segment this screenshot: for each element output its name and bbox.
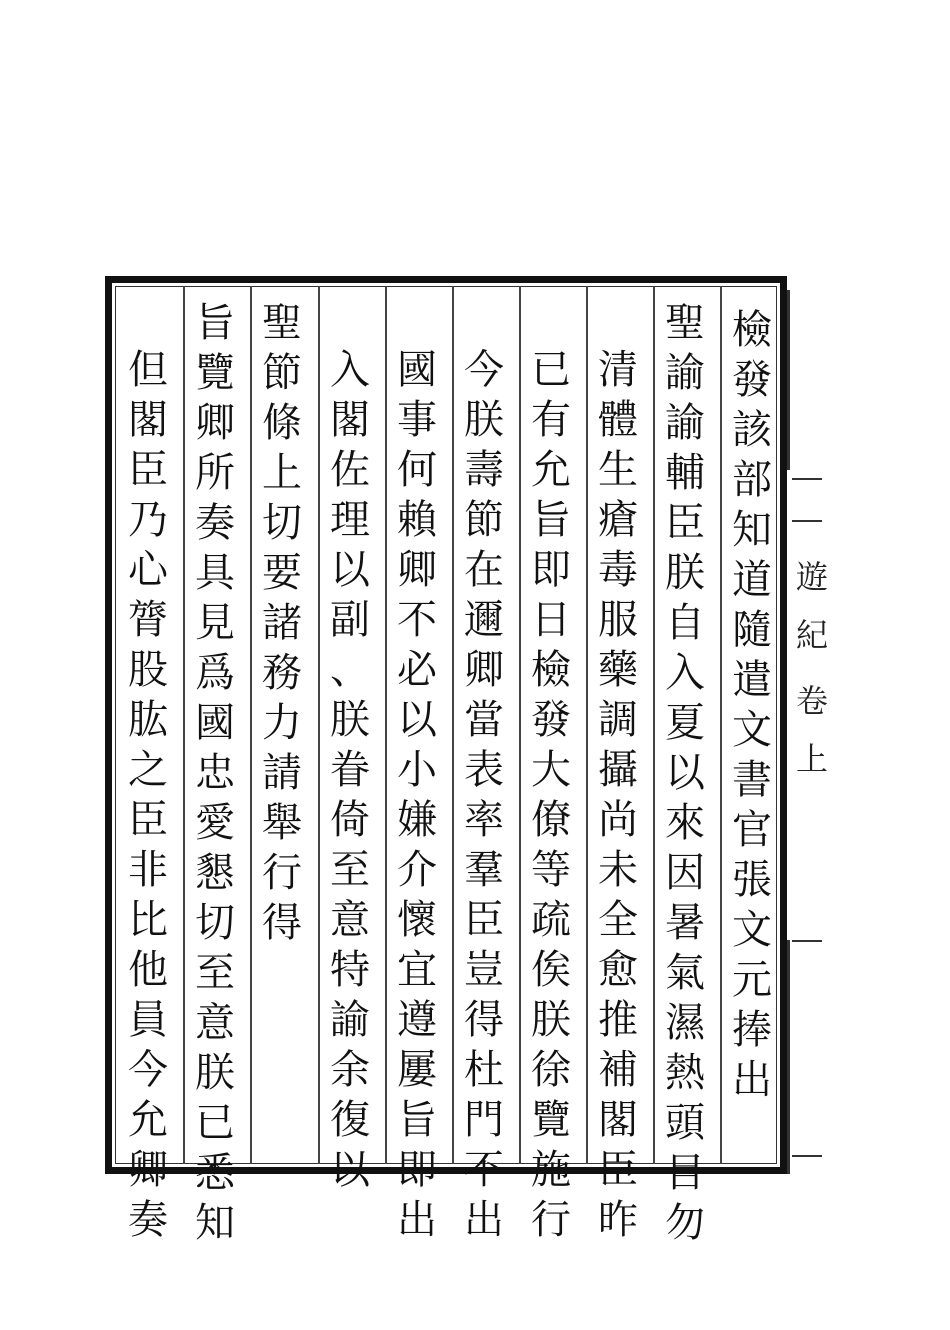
character: 節 — [262, 350, 302, 396]
character: 出 — [397, 1197, 437, 1243]
character: 至 — [330, 847, 370, 893]
character: 卿 — [195, 400, 235, 446]
character: 等 — [531, 847, 571, 893]
character: 入 — [665, 650, 705, 696]
character: 攝 — [598, 747, 638, 793]
character: 勿 — [665, 1200, 705, 1246]
character: 目 — [665, 1150, 705, 1196]
character: 國 — [397, 347, 437, 393]
character: 文 — [732, 707, 772, 753]
character: 比 — [128, 897, 168, 943]
character: 藥 — [598, 647, 638, 693]
character: 心 — [128, 547, 168, 593]
character: 表 — [464, 747, 504, 793]
character: 已 — [531, 347, 571, 393]
character: 覽 — [531, 1097, 571, 1143]
character: 率 — [464, 797, 504, 843]
text-column — [722, 305, 782, 1105]
character: 事 — [397, 397, 437, 443]
character: 臣 — [464, 897, 504, 943]
character: 具 — [195, 550, 235, 596]
character: 請 — [262, 750, 302, 796]
character: 臣 — [128, 797, 168, 843]
character: 輔 — [665, 450, 705, 496]
character: 國 — [195, 700, 235, 746]
character: 得 — [464, 997, 504, 1043]
text-column — [454, 345, 514, 1245]
character: 隨 — [732, 607, 772, 653]
character: 但 — [128, 347, 168, 393]
fore-edge-mark — [792, 520, 822, 522]
character: 朕 — [464, 397, 504, 443]
character: 閣 — [598, 1097, 638, 1143]
character: 條 — [262, 400, 302, 446]
character: 非 — [128, 847, 168, 893]
character: 愈 — [598, 947, 638, 993]
character: 自 — [665, 600, 705, 646]
character: 已 — [195, 1100, 235, 1146]
text-column — [655, 298, 715, 1248]
character: 臣 — [128, 447, 168, 493]
character: 未 — [598, 847, 638, 893]
character: 特 — [330, 947, 370, 993]
character: 他 — [128, 947, 168, 993]
character: 股 — [128, 647, 168, 693]
character: 員 — [128, 997, 168, 1043]
character: 當 — [464, 697, 504, 743]
character: 瘡 — [598, 497, 638, 543]
character: 日 — [531, 597, 571, 643]
character: 諭 — [665, 350, 705, 396]
character: 務 — [262, 650, 302, 696]
character: 意 — [195, 1000, 235, 1046]
character: 要 — [262, 550, 302, 596]
character: 意 — [330, 897, 370, 943]
character: 乃 — [128, 497, 168, 543]
character: 屢 — [397, 1047, 437, 1093]
character: 佐 — [330, 447, 370, 493]
character: 遣 — [732, 657, 772, 703]
character: 奏 — [195, 500, 235, 546]
fore-edge-character: 上 — [795, 740, 828, 778]
character: 朕 — [330, 697, 370, 743]
character: 、 — [330, 647, 370, 693]
character: 疏 — [531, 897, 571, 943]
character: 朕 — [195, 1050, 235, 1096]
fore-edge-mark — [792, 1155, 822, 1157]
text-column — [521, 345, 581, 1245]
character: 書 — [732, 757, 772, 803]
character: 毒 — [598, 547, 638, 593]
character: 暑 — [665, 900, 705, 946]
character: 切 — [195, 900, 235, 946]
character: 氣 — [665, 950, 705, 996]
character: 體 — [598, 397, 638, 443]
character: 入 — [330, 347, 370, 393]
character: 今 — [464, 347, 504, 393]
character: 見 — [195, 600, 235, 646]
fore-edge-character: 遊 — [795, 558, 828, 596]
character: 閣 — [330, 397, 370, 443]
character: 旨 — [195, 300, 235, 346]
character: 邇 — [464, 597, 504, 643]
character: 即 — [397, 1147, 437, 1193]
character: 推 — [598, 997, 638, 1043]
character: 俟 — [531, 947, 571, 993]
character: 舉 — [262, 800, 302, 846]
character: 檢 — [531, 647, 571, 693]
character: 聖 — [262, 300, 302, 346]
character: 出 — [732, 1057, 772, 1103]
character: 官 — [732, 807, 772, 853]
character: 允 — [531, 447, 571, 493]
text-column — [118, 345, 178, 1245]
character: 羣 — [464, 847, 504, 893]
character: 旨 — [531, 497, 571, 543]
character: 補 — [598, 1047, 638, 1093]
character: 不 — [397, 597, 437, 643]
character: 知 — [732, 507, 772, 553]
character: 門 — [464, 1097, 504, 1143]
character: 道 — [732, 557, 772, 603]
character: 之 — [128, 747, 168, 793]
character: 介 — [397, 847, 437, 893]
character: 覽 — [195, 350, 235, 396]
character: 臣 — [598, 1147, 638, 1193]
character: 頭 — [665, 1100, 705, 1146]
character: 熱 — [665, 1050, 705, 1096]
character: 部 — [732, 457, 772, 503]
fore-edge-character: 紀 — [795, 616, 828, 654]
character: 眷 — [330, 747, 370, 793]
character: 必 — [397, 647, 437, 693]
character: 忠 — [195, 750, 235, 796]
fore-edge-mark — [792, 940, 822, 942]
character: 即 — [531, 547, 571, 593]
character: 徐 — [531, 1047, 571, 1093]
character: 該 — [732, 407, 772, 453]
character: 發 — [531, 697, 571, 743]
character: 在 — [464, 547, 504, 593]
character: 宜 — [397, 947, 437, 993]
character: 行 — [531, 1197, 571, 1243]
character: 諭 — [665, 400, 705, 446]
text-column — [252, 298, 312, 948]
character: 朕 — [531, 997, 571, 1043]
character: 杜 — [464, 1047, 504, 1093]
character: 臣 — [665, 500, 705, 546]
character: 生 — [598, 447, 638, 493]
character: 所 — [195, 450, 235, 496]
character: 發 — [732, 357, 772, 403]
character: 閣 — [128, 397, 168, 443]
character: 膂 — [128, 597, 168, 643]
character: 出 — [464, 1197, 504, 1243]
character: 服 — [598, 597, 638, 643]
text-column — [320, 345, 380, 1195]
character: 壽 — [464, 447, 504, 493]
text-column — [387, 345, 447, 1245]
character: 允 — [128, 1097, 168, 1143]
character: 卿 — [128, 1147, 168, 1193]
character: 聖 — [665, 300, 705, 346]
character: 得 — [262, 900, 302, 946]
character: 施 — [531, 1147, 571, 1193]
character: 節 — [464, 497, 504, 543]
fore-edge-title — [792, 548, 832, 664]
character: 小 — [397, 747, 437, 793]
character: 昨 — [598, 1197, 638, 1243]
character: 嫌 — [397, 797, 437, 843]
character: 有 — [531, 397, 571, 443]
character: 調 — [598, 697, 638, 743]
character: 懷 — [397, 897, 437, 943]
character: 諭 — [330, 997, 370, 1043]
character: 復 — [330, 1097, 370, 1143]
character: 行 — [262, 850, 302, 896]
character: 尚 — [598, 797, 638, 843]
character: 諸 — [262, 600, 302, 646]
text-column — [588, 345, 648, 1245]
character: 夏 — [665, 700, 705, 746]
character: 副 — [330, 597, 370, 643]
fore-edge-character: 卷 — [795, 682, 828, 720]
character: 以 — [330, 1147, 370, 1193]
character: 張 — [732, 857, 772, 903]
character: 卿 — [397, 547, 437, 593]
fore-edge-mark — [792, 478, 822, 480]
character: 遵 — [397, 997, 437, 1043]
character: 卿 — [464, 647, 504, 693]
character: 肱 — [128, 697, 168, 743]
character: 文 — [732, 907, 772, 953]
character: 悉 — [195, 1150, 235, 1196]
character: 大 — [531, 747, 571, 793]
character: 清 — [598, 347, 638, 393]
character: 力 — [262, 700, 302, 746]
character: 至 — [195, 950, 235, 996]
character: 倚 — [330, 797, 370, 843]
character: 懇 — [195, 850, 235, 896]
character: 何 — [397, 447, 437, 493]
character: 愛 — [195, 800, 235, 846]
character: 以 — [397, 697, 437, 743]
character: 濕 — [665, 1000, 705, 1046]
character: 上 — [262, 450, 302, 496]
character: 因 — [665, 850, 705, 896]
fore-edge-line — [787, 290, 790, 470]
fore-edge-line — [787, 940, 790, 1174]
character: 不 — [464, 1147, 504, 1193]
fore-edge-volume — [792, 672, 832, 788]
character: 奏 — [128, 1197, 168, 1243]
character: 捧 — [732, 1007, 772, 1053]
character: 僚 — [531, 797, 571, 843]
character: 豈 — [464, 947, 504, 993]
character: 今 — [128, 1047, 168, 1093]
character: 全 — [598, 897, 638, 943]
text-column — [185, 298, 245, 1248]
character: 切 — [262, 500, 302, 546]
character: 以 — [330, 547, 370, 593]
character: 旨 — [397, 1097, 437, 1143]
character: 余 — [330, 1047, 370, 1093]
character: 理 — [330, 497, 370, 543]
character: 元 — [732, 957, 772, 1003]
character: 爲 — [195, 650, 235, 696]
character: 以 — [665, 750, 705, 796]
character: 檢 — [732, 307, 772, 353]
character: 朕 — [665, 550, 705, 596]
character: 賴 — [397, 497, 437, 543]
character: 知 — [195, 1200, 235, 1246]
character: 來 — [665, 800, 705, 846]
